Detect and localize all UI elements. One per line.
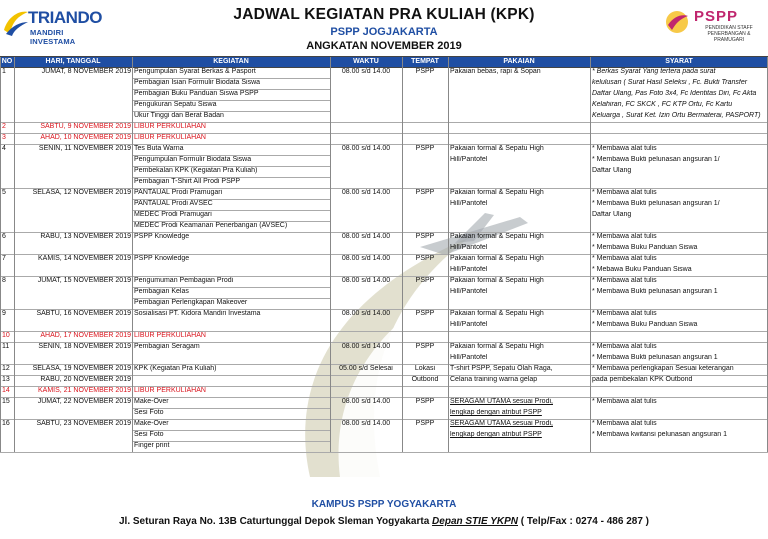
place-value: PSPP <box>415 255 435 262</box>
requirement-line: * Membawa alat tulis <box>592 398 657 405</box>
requirement-line: * Membawa Bukti pelunasan angsuran 1 <box>592 354 718 361</box>
row-number: 9 <box>2 310 6 317</box>
requirement-line: * Membawa alat tulis <box>592 145 657 152</box>
activity-item: LIBUR PERKULIAHAN <box>134 134 206 141</box>
row-number: 2 <box>2 123 6 130</box>
activity-divider <box>132 298 330 299</box>
attire-line: Pakaian formal & Sepatu High <box>450 343 544 350</box>
row-date: SABTU, 9 NOVEMBER 2019 <box>40 123 131 130</box>
requirement-line: Daftar Ulang, Pas Foto 3x4, Fc Identitas Diri, Fc Akta <box>592 90 757 97</box>
col-header-time: WAKTU <box>353 58 379 65</box>
place-value: PSPP <box>415 277 435 284</box>
row-date: SENIN, 18 NOVEMBER 2019 <box>38 343 131 350</box>
place-value: PSPP <box>415 68 435 75</box>
requirement-line: Keluarga , Surat Ket. Izin Ortu Bermaterai, PASPORT) <box>592 112 761 119</box>
footer-campus-title: KAMPUS PSPP YOGYAKARTA <box>311 499 457 510</box>
time-value: 08.00 s/d 14.00 <box>341 255 391 262</box>
activity-item: Pembekalan KPK (Kegiatan Pra Kuliah) <box>134 167 258 174</box>
activity-divider <box>132 166 330 167</box>
row-number: 6 <box>2 233 6 240</box>
activity-item: Pembagian Buku Panduan Siswa PSPP <box>134 90 259 97</box>
row-date: SELASA, 19 NOVEMBER 2019 <box>32 365 131 372</box>
activity-item: Make-Over <box>134 398 169 405</box>
activity-divider <box>132 177 330 178</box>
document-subtitle-batch: ANGKATAN NOVEMBER 2019 <box>306 40 462 52</box>
requirement-line: * Membawa alat tulis <box>592 420 657 427</box>
column-rule <box>132 57 133 452</box>
row-number: 7 <box>2 255 6 262</box>
schedule-table <box>0 56 768 451</box>
activity-item: Pembagian Seragam <box>134 343 200 350</box>
requirement-line: * Membawa Bukti pelunasan angsuran 1/ <box>592 200 720 207</box>
attire-line: Pakaian formal & Sepatu High <box>450 255 544 262</box>
activity-divider <box>132 408 330 409</box>
row-date: KAMIS, 21 NOVEMBER 2019 <box>38 387 131 394</box>
activity-item: PANTAUAL Prodi Pramugari <box>134 189 223 196</box>
col-header-no: NO <box>1 58 13 65</box>
row-number: 10 <box>2 332 10 339</box>
activity-divider <box>132 155 330 156</box>
requirement-line: kelulusan ( Surat Hasil Seleksi , Fc. Bukti Transfer <box>592 79 748 86</box>
requirement-line: pada pembekalan KPK Outbond <box>592 376 693 383</box>
attire-line: T-shirt PSPP, Sepatu Olah Raga, <box>450 365 553 372</box>
attire-line: Pakaian formal & Sepatu High <box>450 310 544 317</box>
time-value: 08.00 s/d 14.00 <box>341 420 391 427</box>
activity-divider <box>132 78 330 79</box>
activity-item: Pengukuran Sepatu Siswa <box>134 101 217 108</box>
attire-line: Pakaian formal & Sepatu High <box>450 189 544 196</box>
place-value: PSPP <box>415 310 435 317</box>
row-date: KAMIS, 14 NOVEMBER 2019 <box>38 255 131 262</box>
attire-line: Hill/Pantofel <box>450 266 488 273</box>
row-number: 16 <box>2 420 10 427</box>
activity-item: Pembagian Perlengkapan Makeover <box>134 299 248 306</box>
activity-item: Sosialisasi PT. Kidora Mandiri Investama <box>134 310 261 317</box>
header-separator <box>0 67 768 68</box>
table-header-row <box>0 57 768 67</box>
activity-divider <box>132 210 330 211</box>
place-value: PSPP <box>415 398 435 405</box>
attire-line: Pakaian bebas, rapi & Sopan <box>450 68 541 75</box>
row-number: 13 <box>2 376 10 383</box>
row-number: 8 <box>2 277 6 284</box>
activity-divider <box>132 430 330 431</box>
activity-item: Sesi Foto <box>134 409 164 416</box>
pspp-logo <box>664 8 764 48</box>
col-header-requirements: SYARAT <box>665 58 693 65</box>
time-value: 08.00 s/d 14.00 <box>341 189 391 196</box>
place-value: PSPP <box>415 420 435 427</box>
attire-line: SERAGAM UTAMA sesuai Prodi, <box>450 420 553 427</box>
column-rule <box>402 57 403 452</box>
row-number: 3 <box>2 134 6 141</box>
requirement-line: * Membawa alat tulis <box>592 343 657 350</box>
requirement-line: Daftar Ulang <box>592 211 632 218</box>
attire-line: Pakaian formal & Sepatu High <box>450 145 544 152</box>
activity-item: Pengumuman Pembagian Prodi <box>134 277 234 284</box>
place-value-line2: Outbond <box>411 376 439 383</box>
document-header <box>0 0 768 56</box>
requirement-line: * Membawa alat tulis <box>592 233 657 240</box>
time-value: 08.00 s/d 14.00 <box>341 310 391 317</box>
activity-item: Pembagian Isian Formulir Biodata Siswa <box>134 79 261 86</box>
activity-item: Pengumpulan Formulir Biodata Siswa <box>134 156 252 163</box>
row-separator <box>0 452 768 453</box>
activity-item: KPK (Kegiatan Pra Kuliah) <box>134 365 217 372</box>
activity-divider <box>132 199 330 200</box>
activity-divider <box>132 111 330 112</box>
document-title: JADWAL KEGIATAN PRA KULIAH (KPK) <box>233 6 535 23</box>
footer-phone: ( Telp/Fax : 0274 - 486 287 ) <box>520 516 649 527</box>
requirement-line: * Mebawa Buku Panduan Siswa <box>592 266 692 273</box>
activity-item: PSPP Knowledge <box>134 233 190 240</box>
row-number: 5 <box>2 189 6 196</box>
attire-line: Hill/Pantofel <box>450 321 488 328</box>
time-value: 08.00 s/d 14.00 <box>341 145 391 152</box>
place-value: PSPP <box>415 343 435 350</box>
footer-campus-ref: Depan STIE YKPN <box>432 516 518 527</box>
activity-divider <box>132 221 330 222</box>
attire-line: Hill/Pantofel <box>450 354 488 361</box>
activity-item: LIBUR PERKULIAHAN <box>134 387 206 394</box>
row-number: 14 <box>2 387 10 394</box>
col-header-attire: PAKAIAN <box>503 58 535 65</box>
activity-item: Finger print <box>134 442 170 449</box>
column-rule <box>14 57 15 452</box>
row-date: JUMAT, 8 NOVEMBER 2019 <box>41 68 131 75</box>
row-date: AHAD, 10 NOVEMBER 2019 <box>40 134 131 141</box>
activity-divider <box>132 287 330 288</box>
requirement-line: * Membawa alat tulis <box>592 189 657 196</box>
pspp-sub-text: PENDIDIKAN STAFF PENERBANGAN & PRAMUGARI <box>705 25 753 43</box>
attire-line: Hill/Pantofel <box>450 156 488 163</box>
row-date: SABTU, 16 NOVEMBER 2019 <box>36 310 131 317</box>
row-date: JUMAT, 22 NOVEMBER 2019 <box>37 398 131 405</box>
requirement-line: * Membawa Bukti pelunasan angsuran 1/ <box>592 156 720 163</box>
activity-item: PSPP Knowledge <box>134 255 190 262</box>
attire-line: lengkap dengan atribut PSPP <box>450 409 542 416</box>
pspp-emblem-icon <box>664 10 690 34</box>
col-header-date: HARI, TANGGAL <box>45 58 101 65</box>
attire-line: Celana training warna gelap <box>450 376 538 383</box>
column-rule <box>448 57 449 452</box>
requirement-line: * Membawa alat tulis <box>592 255 657 262</box>
activity-item: MEDEC Prodi Keamanan Penerbangan (AVSEC) <box>134 222 288 229</box>
column-rule <box>590 57 591 452</box>
row-number: 11 <box>2 343 10 350</box>
row-date: SELASA, 12 NOVEMBER 2019 <box>32 189 131 196</box>
activity-item: Make-Over <box>134 420 169 427</box>
row-date: JUMAT, 15 NOVEMBER 2019 <box>37 277 131 284</box>
attire-line: Hill/Pantofel <box>450 200 488 207</box>
activity-item: Sesi Foto <box>134 431 164 438</box>
requirement-line: * Membawa kwitansi pelunasan angsuran 1 <box>592 431 728 438</box>
activity-item: LIBUR PERKULIAHAN <box>134 123 206 130</box>
requirement-line: * Membawa alat tulis <box>592 277 657 284</box>
requirement-line: * Membawa Buku Panduan Siswa <box>592 244 698 251</box>
document-subtitle: PSPP JOGJAKARTA <box>330 26 438 38</box>
row-number: 12 <box>2 365 10 372</box>
activity-divider <box>132 89 330 90</box>
activity-item: Tes Buta Warna <box>134 145 184 152</box>
activity-item: PANTAUAL Prodi AVSEC <box>134 200 213 207</box>
footer-address-line <box>0 516 768 527</box>
attire-line: Hill/Pantofel <box>450 288 488 295</box>
activity-item: MEDEC Prodi Pramugari <box>134 211 212 218</box>
attire-line: Pakaian formal & Sepatu High <box>450 277 544 284</box>
time-value: 08.00 s/d 14.00 <box>341 277 391 284</box>
place-value: Lokasi <box>414 365 436 372</box>
activity-item: LIBUR PERKULIAHAN <box>134 332 206 339</box>
row-date: RABU, 13 NOVEMBER 2019 <box>40 233 131 240</box>
row-number: 4 <box>2 145 6 152</box>
activity-item: Pembagian T-Shirt All Prodi PSPP <box>134 178 241 185</box>
time-value: 08.00 s/d 14.00 <box>341 68 391 75</box>
triando-sub-text: MANDIRI INVESTAMA <box>30 28 76 46</box>
requirement-line: * Membawa Buku Panduan Siswa <box>592 321 698 328</box>
requirement-line: * Membawa Bukti pelunasan angsuran 1 <box>592 288 718 295</box>
row-date: SENIN, 11 NOVEMBER 2019 <box>38 145 131 152</box>
requirement-line: * Membawa alat tulis <box>592 310 657 317</box>
col-header-place: TEMPAT <box>411 58 439 65</box>
time-value: 08.00 s/d 14.00 <box>341 343 391 350</box>
place-value: PSPP <box>415 233 435 240</box>
row-number: 1 <box>2 68 6 75</box>
attire-line: SERAGAM UTAMA sesuai Prodi, <box>450 398 553 405</box>
pspp-brand-text: PSPP <box>694 8 739 25</box>
activity-item: Ukur Tinggi dan Berat Badan <box>134 112 224 119</box>
place-value: PSPP <box>415 145 435 152</box>
requirement-line: Kelahiran, FC SKCK , FC KTP Ortu, Fc Kartu <box>592 101 733 108</box>
requirement-line: * Membawa perlengkapan Sesuai keterangan <box>592 365 734 372</box>
activity-divider <box>132 100 330 101</box>
place-value: PSPP <box>415 189 435 196</box>
requirement-line: * Berkas Syarat Yang tertera pada surat <box>592 68 716 75</box>
attire-line: lengkap dengan atribut PSPP <box>450 431 542 438</box>
footer-address: Jl. Seturan Raya No. 13B Caturtunggal Depok Sleman Yogyakarta <box>118 516 430 527</box>
activity-item: Pengumpulan Syarat Berkas & Pasport <box>134 68 256 75</box>
column-rule <box>330 57 331 452</box>
time-value: 08.00 s/d 14.00 <box>341 233 391 240</box>
row-date: AHAD, 17 NOVEMBER 2019 <box>40 332 131 339</box>
attire-line: Hill/Pantofel <box>450 244 488 251</box>
time-value: 08.00 s/d 14.00 <box>341 398 391 405</box>
time-value: 05.00 s/d Selesai <box>339 365 393 372</box>
activity-divider <box>132 441 330 442</box>
col-header-activity: KEGIATAN <box>213 58 249 65</box>
attire-line: Pakaian formal & Sepatu High <box>450 233 544 240</box>
requirement-line: Daftar Ulang <box>592 167 632 174</box>
row-date: SABTU, 23 NOVEMBER 2019 <box>36 420 131 427</box>
row-number: 15 <box>2 398 10 405</box>
row-date: RABU, 20 NOVEMBER 2019 <box>40 376 131 383</box>
triando-brand-text: TRIANDO <box>28 8 102 27</box>
activity-item: Pembagian Kelas <box>134 288 189 295</box>
column-rule <box>0 57 1 452</box>
